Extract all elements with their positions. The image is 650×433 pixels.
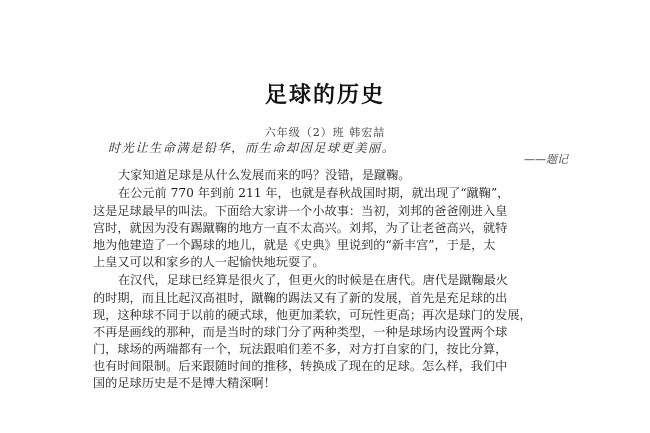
epigraph-attribution: ——题记	[524, 153, 568, 166]
paragraph-line: 宫时，就因为没有踢蹴鞠的地方一直不太高兴。刘邦，为了让老爸高兴，就特	[93, 221, 508, 235]
author-byline: 六年级（2）班 韩宏喆	[264, 126, 386, 139]
paragraph-line: 在汉代，足球已经算是很火了，但更火的时候是在唐代。唐代是蹴鞠最火	[118, 273, 508, 287]
paragraph-line: 门，球场的两端都有一个，玩法跟咱们差不多，对方打自家的门，按比分算，	[93, 342, 508, 356]
paragraph-line: 地为他建造了一个踢球的地儿，就是《史典》里说到的“新丰宫”，于是，太	[93, 238, 496, 252]
paragraph-line: 国的足球历史是不是博大精深啊！	[93, 376, 276, 390]
paragraph-line: 这是足球最早的叫法。下面给大家讲一个小故事：当初，刘邦的爸爸刚进入皇	[93, 204, 508, 218]
paragraph-line: 在公元前 770 年到前 211 年，也就是春秋战国时期，就出现了“蹴鞠”，	[118, 186, 510, 200]
paragraph-line: 不再是画线的那种，而是当时的球门分了两种类型，一种是球场内设置两个球	[93, 325, 508, 339]
essay-title: 足球的历史	[264, 83, 385, 108]
paragraph-line: 的时期，而且比起汉高祖时，蹴鞠的踢法又有了新的发展，首先是充足球的出	[93, 291, 508, 305]
paragraph-line: 上皇又可以和家乡的人一起愉快地玩耍了。	[93, 255, 325, 269]
paragraph-line: 也有时间限制。后来跟随时间的推移，转换成了现在的足球。怎么样，我们中	[93, 359, 508, 373]
epigraph: 时光让生命满是铅华，而生命却因足球更美丽。	[108, 141, 396, 155]
paragraph-line: 大家知道足球是从什么发展而来的吗？没错，是蹴鞠。	[118, 168, 411, 182]
paragraph-line: 现，这种球不同于以前的硬式球，他更加柔软，可玩性更高；再次是球门的发展，	[93, 308, 532, 322]
